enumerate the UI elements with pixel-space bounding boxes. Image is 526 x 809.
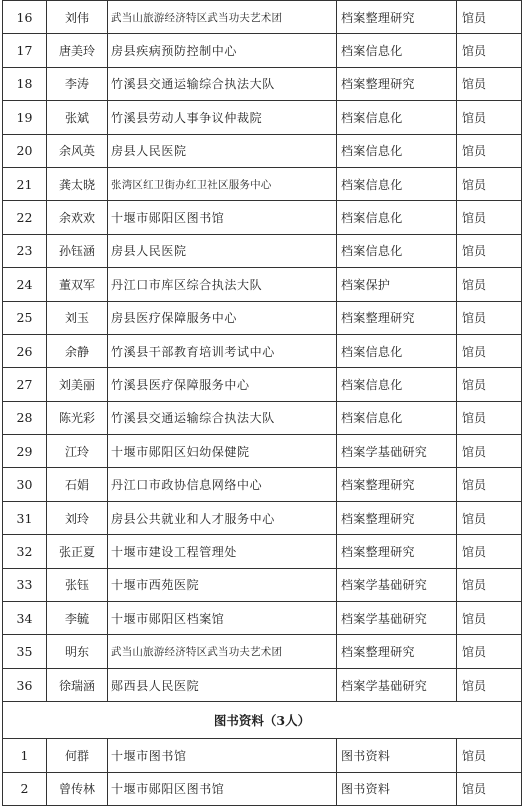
table-row	[3, 101, 522, 134]
person-name: 李毓	[47, 602, 108, 635]
row-number: 2	[3, 772, 47, 805]
person-name: 董双军	[47, 268, 108, 301]
title-rank: 馆员	[457, 772, 522, 805]
row-number: 27	[3, 368, 47, 401]
specialty-field: 图书资料	[337, 739, 457, 772]
work-unit: 竹溪县交通运输综合执法大队	[108, 401, 337, 434]
table-row	[3, 468, 522, 501]
table-row	[3, 635, 522, 668]
table-row	[3, 568, 522, 601]
title-rank: 馆员	[457, 134, 522, 167]
row-number: 32	[3, 535, 47, 568]
work-unit: 十堰市郧阳区妇幼保健院	[108, 435, 337, 468]
table-row	[3, 134, 522, 167]
title-rank: 馆员	[457, 268, 522, 301]
title-rank: 馆员	[457, 468, 522, 501]
work-unit: 十堰市建设工程管理处	[108, 535, 337, 568]
archive-rows	[3, 1, 522, 702]
specialty-field: 档案整理研究	[337, 67, 457, 100]
specialty-field: 档案信息化	[337, 401, 457, 434]
person-name: 孙钰涵	[47, 234, 108, 267]
row-number: 16	[3, 1, 47, 34]
section-header	[3, 702, 522, 739]
person-name: 张正夏	[47, 535, 108, 568]
specialty-field: 档案整理研究	[337, 501, 457, 534]
work-unit: 竹溪县干部教育培训考试中心	[108, 334, 337, 367]
person-name: 刘伟	[47, 1, 108, 34]
title-rank: 馆员	[457, 568, 522, 601]
work-unit: 丹江口市政协信息网络中心	[108, 468, 337, 501]
title-rank: 馆员	[457, 668, 522, 701]
title-rank: 馆员	[457, 535, 522, 568]
title-rank: 馆员	[457, 602, 522, 635]
title-rank: 馆员	[457, 739, 522, 772]
table-row	[3, 1, 522, 34]
table-row	[3, 435, 522, 468]
work-unit: 郧西县人民医院	[108, 668, 337, 701]
row-number: 24	[3, 268, 47, 301]
row-number: 17	[3, 34, 47, 67]
specialty-field: 档案整理研究	[337, 1, 457, 34]
section-title: 图书资料（3人）	[3, 702, 522, 739]
person-name: 曾传林	[47, 772, 108, 805]
row-number: 25	[3, 301, 47, 334]
table-row	[3, 234, 522, 267]
row-number: 19	[3, 101, 47, 134]
specialty-field: 档案整理研究	[337, 635, 457, 668]
specialty-field: 档案信息化	[337, 101, 457, 134]
row-number: 18	[3, 67, 47, 100]
table-row	[3, 772, 522, 805]
personnel-table	[2, 0, 522, 806]
specialty-field: 图书资料	[337, 772, 457, 805]
work-unit: 十堰市西苑医院	[108, 568, 337, 601]
person-name: 余风英	[47, 134, 108, 167]
title-rank: 馆员	[457, 635, 522, 668]
table-row	[3, 535, 522, 568]
work-unit: 十堰市郧阳区档案馆	[108, 602, 337, 635]
title-rank: 馆员	[457, 334, 522, 367]
row-number: 31	[3, 501, 47, 534]
person-name: 余欢欢	[47, 201, 108, 234]
table-row	[3, 201, 522, 234]
row-number: 29	[3, 435, 47, 468]
work-unit: 房县公共就业和人才服务中心	[108, 501, 337, 534]
specialty-field: 档案信息化	[337, 368, 457, 401]
person-name: 何群	[47, 739, 108, 772]
person-name: 明东	[47, 635, 108, 668]
table-row	[3, 34, 522, 67]
specialty-field: 档案学基础研究	[337, 602, 457, 635]
specialty-field: 档案学基础研究	[337, 668, 457, 701]
specialty-field: 档案整理研究	[337, 468, 457, 501]
work-unit: 张湾区红卫街办红卫社区服务中心	[108, 167, 337, 200]
work-unit: 竹溪县交通运输综合执法大队	[108, 67, 337, 100]
table-row	[3, 501, 522, 534]
work-unit: 十堰市郧阳区图书馆	[108, 772, 337, 805]
table-row	[3, 368, 522, 401]
person-name: 徐瑞涵	[47, 668, 108, 701]
table-row	[3, 668, 522, 701]
title-rank: 馆员	[457, 501, 522, 534]
table-row	[3, 401, 522, 434]
specialty-field: 档案整理研究	[337, 535, 457, 568]
row-number: 30	[3, 468, 47, 501]
work-unit: 丹江口市库区综合执法大队	[108, 268, 337, 301]
title-rank: 馆员	[457, 201, 522, 234]
table-row	[3, 301, 522, 334]
person-name: 陈光彩	[47, 401, 108, 434]
specialty-field: 档案学基础研究	[337, 568, 457, 601]
table-row	[3, 334, 522, 367]
table-row	[3, 167, 522, 200]
person-name: 刘玲	[47, 501, 108, 534]
work-unit: 十堰市郧阳区图书馆	[108, 201, 337, 234]
person-name: 龚太晓	[47, 167, 108, 200]
title-rank: 馆员	[457, 234, 522, 267]
row-number: 21	[3, 167, 47, 200]
title-rank: 馆员	[457, 101, 522, 134]
specialty-field: 档案整理研究	[337, 301, 457, 334]
row-number: 34	[3, 602, 47, 635]
table-row	[3, 739, 522, 772]
person-name: 江玲	[47, 435, 108, 468]
row-number: 20	[3, 134, 47, 167]
specialty-field: 档案信息化	[337, 201, 457, 234]
table-row	[3, 67, 522, 100]
specialty-field: 档案信息化	[337, 334, 457, 367]
title-rank: 馆员	[457, 401, 522, 434]
specialty-field: 档案信息化	[337, 167, 457, 200]
row-number: 35	[3, 635, 47, 668]
row-number: 33	[3, 568, 47, 601]
title-rank: 馆员	[457, 368, 522, 401]
table-row	[3, 602, 522, 635]
person-name: 张斌	[47, 101, 108, 134]
work-unit: 竹溪县劳动人事争议仲裁院	[108, 101, 337, 134]
work-unit: 十堰市图书馆	[108, 739, 337, 772]
row-number: 22	[3, 201, 47, 234]
person-name: 张钰	[47, 568, 108, 601]
library-rows	[3, 739, 522, 806]
work-unit: 竹溪县医疗保障服务中心	[108, 368, 337, 401]
specialty-field: 档案信息化	[337, 234, 457, 267]
title-rank: 馆员	[457, 301, 522, 334]
table-row	[3, 268, 522, 301]
person-name: 刘美丽	[47, 368, 108, 401]
work-unit: 房县人民医院	[108, 234, 337, 267]
work-unit: 房县人民医院	[108, 134, 337, 167]
title-rank: 馆员	[457, 1, 522, 34]
specialty-field: 档案信息化	[337, 134, 457, 167]
row-number: 36	[3, 668, 47, 701]
work-unit: 房县疾病预防控制中心	[108, 34, 337, 67]
person-name: 石娟	[47, 468, 108, 501]
row-number: 28	[3, 401, 47, 434]
specialty-field: 档案信息化	[337, 34, 457, 67]
person-name: 唐美玲	[47, 34, 108, 67]
title-rank: 馆员	[457, 34, 522, 67]
work-unit: 房县医疗保障服务中心	[108, 301, 337, 334]
title-rank: 馆员	[457, 67, 522, 100]
work-unit: 武当山旅游经济特区武当功夫艺术团	[108, 1, 337, 34]
row-number: 23	[3, 234, 47, 267]
work-unit: 武当山旅游经济特区武当功夫艺术团	[108, 635, 337, 668]
person-name: 刘玉	[47, 301, 108, 334]
person-name: 李涛	[47, 67, 108, 100]
section-row	[3, 702, 522, 739]
title-rank: 馆员	[457, 167, 522, 200]
person-name: 余静	[47, 334, 108, 367]
row-number: 1	[3, 739, 47, 772]
specialty-field: 档案保护	[337, 268, 457, 301]
row-number: 26	[3, 334, 47, 367]
title-rank: 馆员	[457, 435, 522, 468]
specialty-field: 档案学基础研究	[337, 435, 457, 468]
